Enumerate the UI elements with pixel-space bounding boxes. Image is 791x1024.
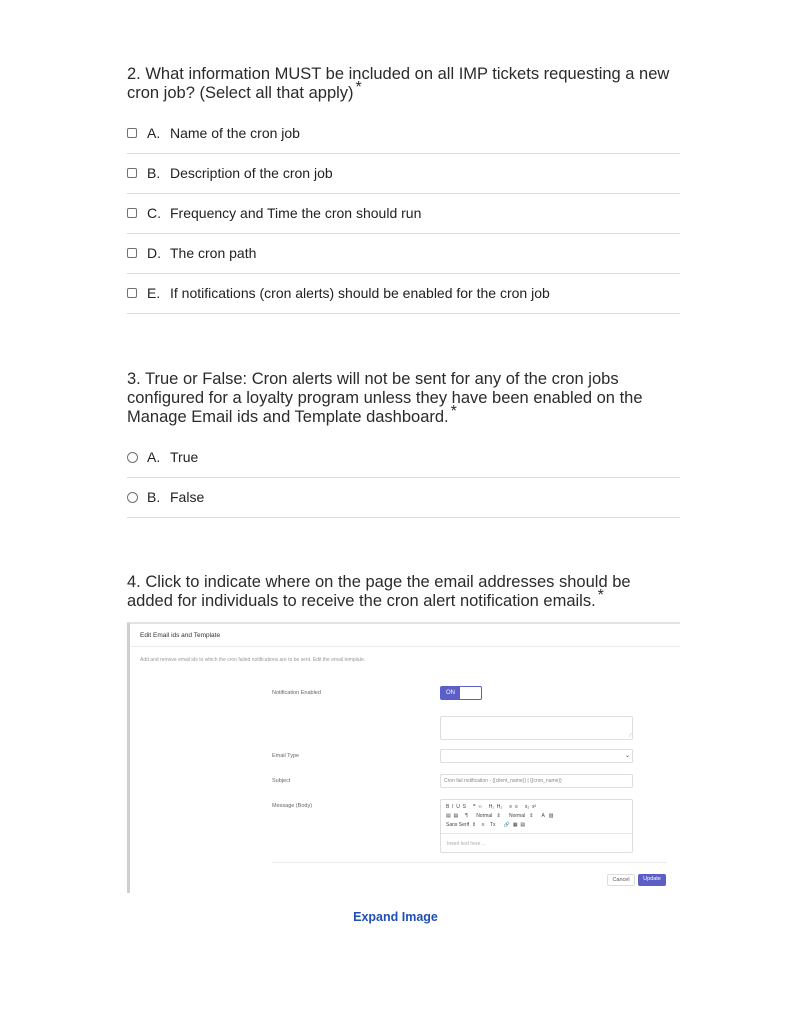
option-2e[interactable]: E. If notifications (cron alerts) should be enabled for the cron job [127, 273, 680, 314]
divider [130, 646, 680, 647]
notification-toggle[interactable] [440, 686, 482, 700]
editor-toolbar-row-2[interactable]: ▤ ▤ ¶ Normal ⇕ Normal ⇕ A ▨ [446, 813, 554, 819]
email-ids-field[interactable] [440, 716, 633, 740]
chevron-down-icon: ⌄ [624, 753, 630, 759]
radio-button[interactable] [127, 452, 138, 463]
option-3b[interactable]: B. False [127, 477, 680, 518]
cancel-button[interactable]: Cancel [607, 874, 635, 886]
message-editor[interactable] [440, 799, 633, 853]
question-2-title: 2. What information MUST be included on all IMP tickets requesting a new cron job? (Select all that apply) * [127, 65, 670, 102]
question-4 [127, 573, 680, 611]
question-3 [127, 370, 680, 427]
message-label: Message (Body) [272, 803, 313, 809]
resize-handle-icon: ⁄ [630, 733, 631, 739]
option-2c[interactable]: C. Frequency and Time the cron should run [127, 193, 680, 234]
toggle-on-label: ON [441, 687, 460, 699]
email-type-label: Email Type [272, 753, 300, 759]
required-marker: * [355, 78, 362, 96]
option-2b[interactable]: B. Description of the cron job [127, 153, 680, 194]
expand-image-link[interactable]: Expand Image [353, 910, 438, 924]
screenshot-header: Edit Email ids and Template [140, 632, 221, 639]
checkbox[interactable] [127, 248, 137, 258]
divider [441, 833, 632, 834]
screenshot-description: Add and remove email ids to which the cron failed notifications are to be sent. Edit the email template. [140, 657, 366, 663]
checkbox[interactable] [127, 288, 137, 298]
divider [272, 862, 667, 863]
required-marker: * [450, 402, 457, 420]
question-2 [127, 65, 680, 103]
update-button[interactable]: Update [638, 874, 666, 886]
checkbox[interactable] [127, 128, 137, 138]
checkbox[interactable] [127, 168, 137, 178]
hotspot-image[interactable] [127, 622, 680, 893]
option-3a[interactable]: A. True [127, 437, 680, 478]
question-3-title: 3. True or False: Cron alerts will not be sent for any of the cron jobs configured for a loyalty program unless they have been enabled on the Manage Email ids and Template dashboard. * [127, 370, 643, 426]
radio-button[interactable] [127, 492, 138, 503]
subject-input[interactable]: Cron fail notification - {{client_name}} | {{cron_name}} [440, 774, 633, 788]
editor-toolbar-row-1[interactable]: B I U S ❞ ‹› H₁ H₂ ≡ ≡ x₂ x² [446, 804, 537, 810]
question-4-title: 4. Click to indicate where on the page the email addresses should be added for individuals to receive the cron alert notification emails. * [127, 573, 631, 610]
option-2a[interactable]: A. Name of the cron job [127, 113, 680, 154]
email-type-select[interactable] [440, 749, 633, 763]
required-marker: * [597, 586, 604, 604]
editor-placeholder[interactable]: Insert text here ... [447, 841, 486, 847]
option-2d[interactable]: D. The cron path [127, 233, 680, 274]
notification-label: Notification Enabled [272, 690, 321, 696]
checkbox[interactable] [127, 208, 137, 218]
editor-toolbar-row-3[interactable]: Sans Serif ⇕ ≡ Tx 🔗 ▦ ▤ [446, 822, 526, 828]
subject-label: Subject [272, 778, 291, 784]
